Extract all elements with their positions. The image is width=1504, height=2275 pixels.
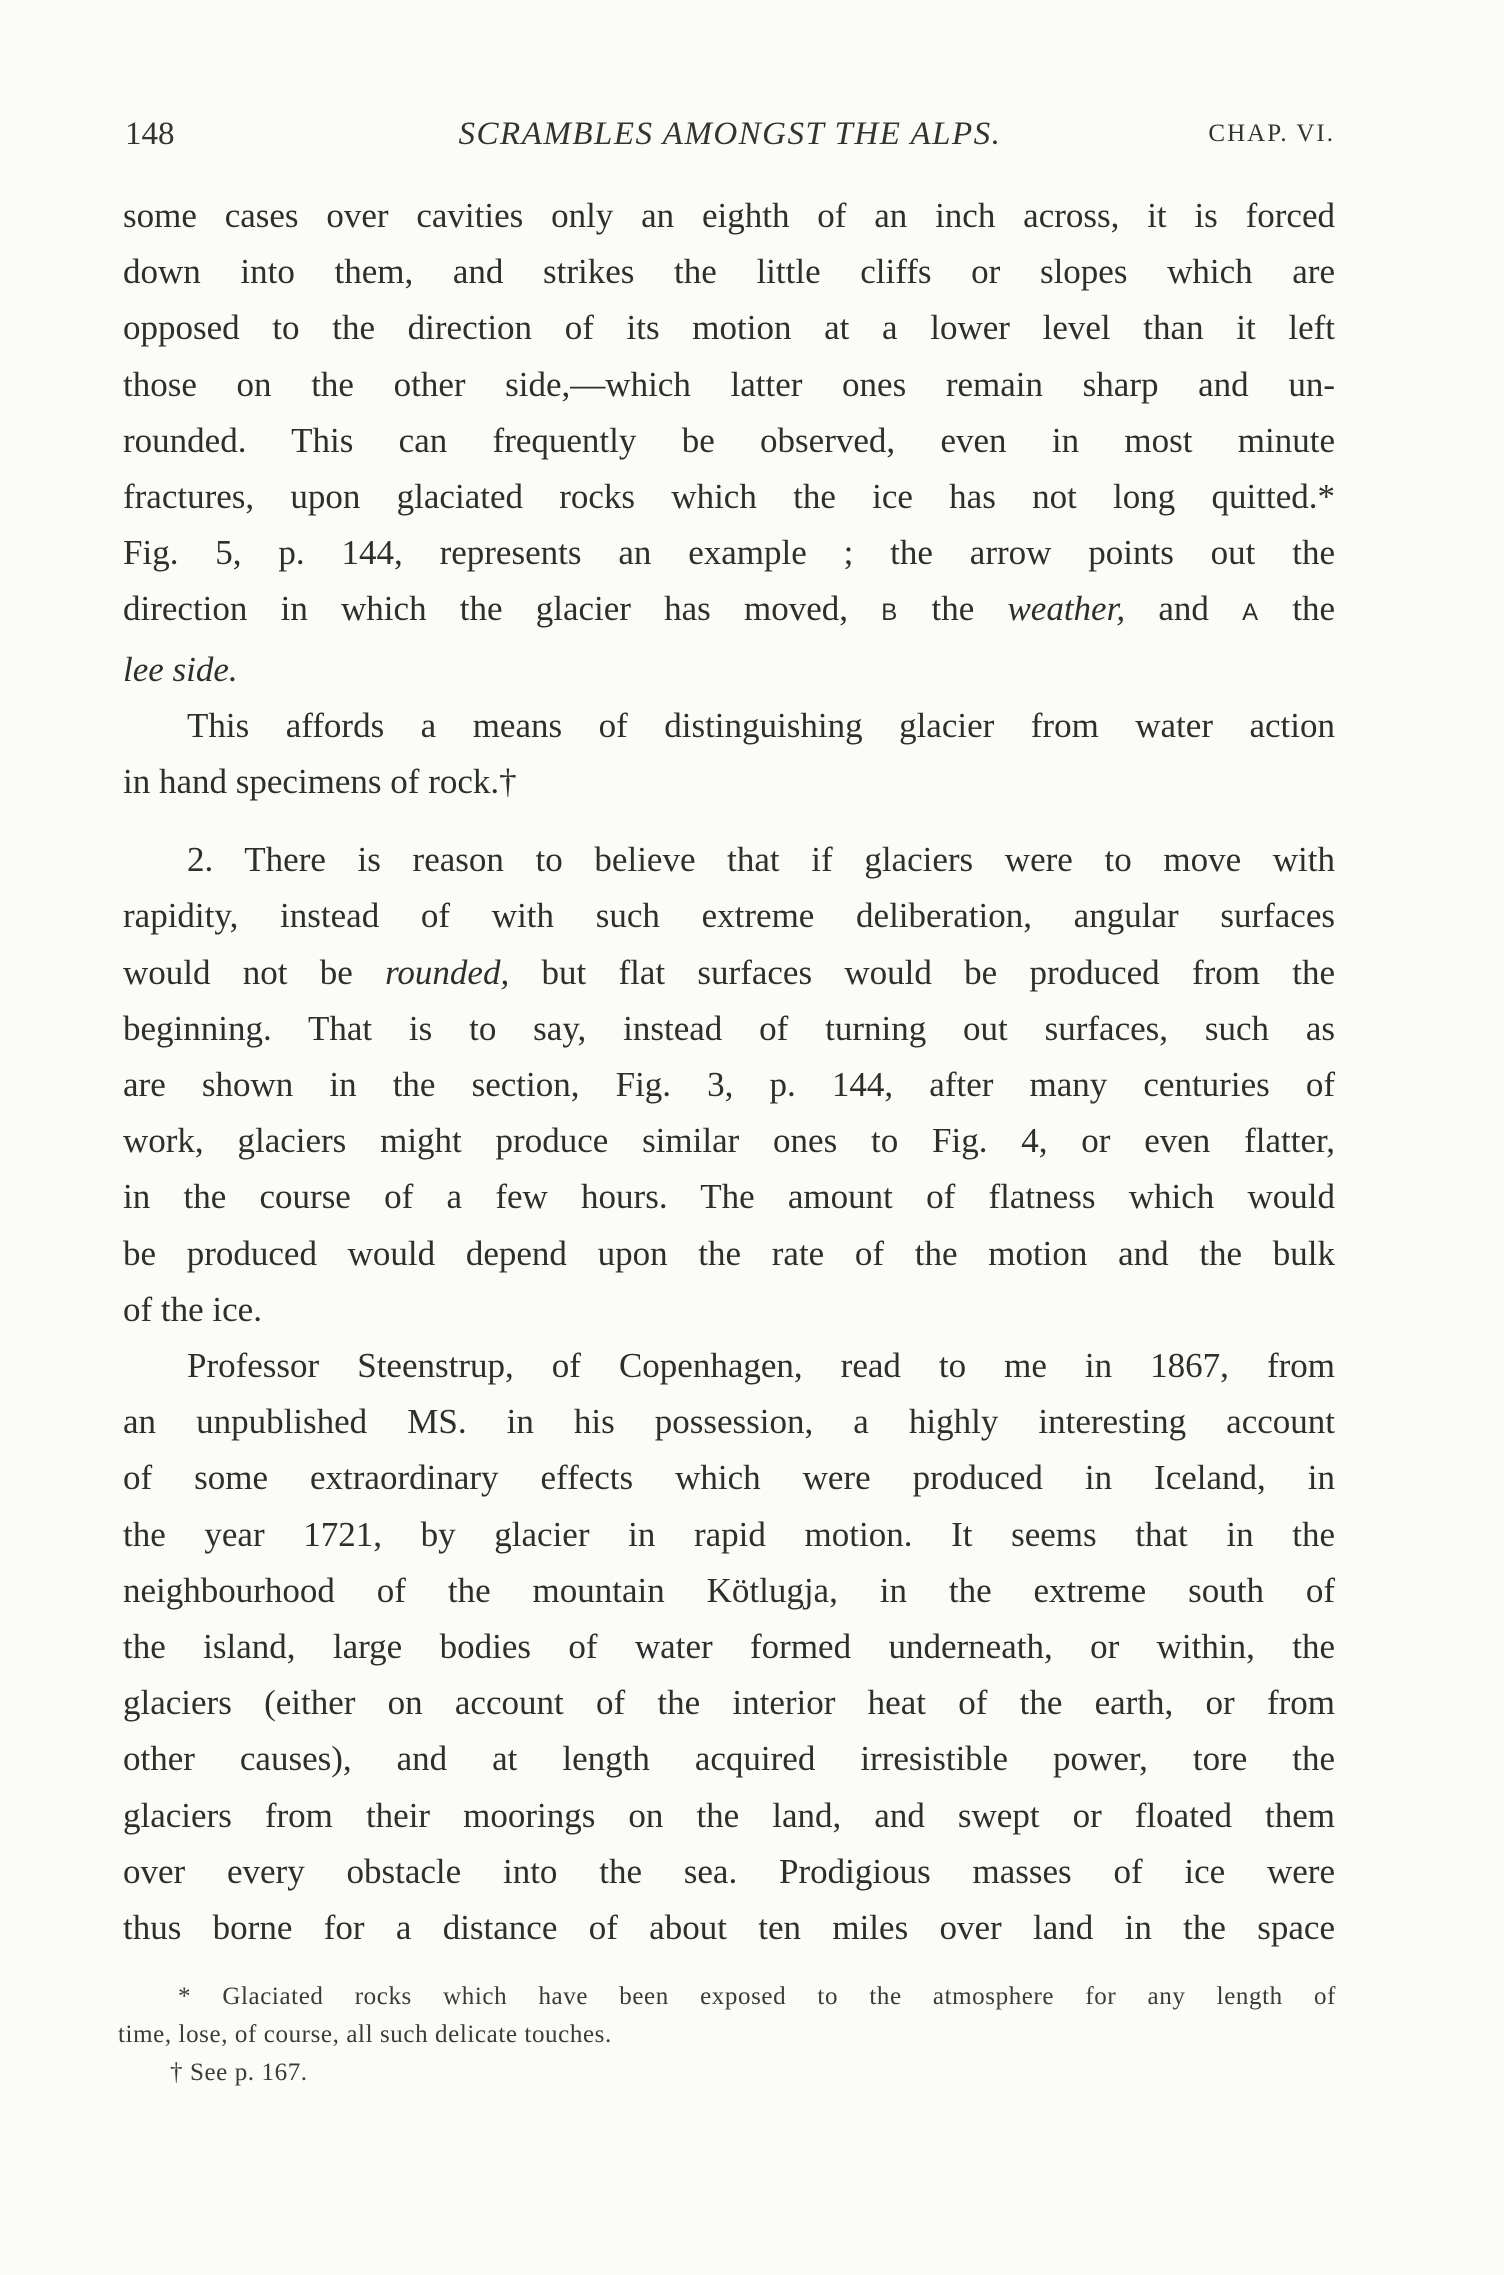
text-line: the island, large bodies of water formed underneath, or within, the (123, 1627, 1335, 1667)
text-line: some cases over cavities only an eighth of an inch across, it is forced (123, 196, 1335, 235)
text-line: over every obstacle into the sea. Prodigious masses of ice were (123, 1851, 1335, 1891)
figure-letter-b: B (881, 599, 899, 627)
text-line: Fig. 5, p. 144, represents an example ; the arrow points out the (123, 533, 1335, 573)
text-fragment: and (1158, 589, 1209, 629)
text-line: thus borne for a distance of about ten miles over land in the space (123, 1908, 1335, 1948)
text-fragment: the (1292, 589, 1336, 629)
running-head (125, 112, 1335, 156)
italic-term-rounded: rounded, (385, 952, 510, 992)
chapter-label: CHAP. VI. (1208, 120, 1335, 147)
text-line: fractures, upon glaciated rocks which the ice has not long quitted.* (123, 477, 1335, 517)
body-text (123, 188, 1335, 1956)
text-line (123, 642, 1335, 698)
footnote-1-continued: time, lose, of course, all such delicate touches. (118, 2021, 612, 2048)
text-fragment: but flat surfaces would be produced from the (541, 952, 1336, 992)
text-line (123, 945, 1335, 1001)
text-line: 2. There is reason to believe that if glaciers were to move with (187, 840, 1335, 880)
italic-term-weather: weather, (1007, 589, 1126, 629)
page-number: 148 (125, 116, 175, 152)
footnote-2: † See p. 167. (170, 2059, 308, 2086)
text-line: beginning. That is to say, instead of turning out surfaces, such as (123, 1008, 1335, 1048)
text-line: the year 1721, by glacier in rapid motion. It seems that in the (123, 1514, 1335, 1554)
text-line: of some extraordinary effects which were produced in Iceland, in (123, 1458, 1335, 1498)
text-line: are shown in the section, Fig. 3, p. 144, after many centuries of (123, 1065, 1335, 1105)
text-line: be produced would depend upon the rate of the motion and the bulk (123, 1233, 1335, 1273)
footnote-1: * Glaciated rocks which have been exposed to the atmosphere for any length of (178, 1983, 1336, 2010)
text-line: in hand specimens of rock.† (123, 762, 517, 802)
text-line: glaciers (either on account of the interior heat of the earth, or from (123, 1683, 1335, 1723)
text-line: rapidity, instead of with such extreme deliberation, angular surfaces (123, 896, 1335, 936)
text-line: This affords a means of distinguishing glacier from water action (187, 705, 1335, 745)
italic-term-lee-side: lee side. (123, 649, 238, 689)
text-fragment: would not be (123, 952, 353, 992)
text-line: down into them, and strikes the little cliffs or slopes which are (123, 252, 1335, 292)
text-line: an unpublished MS. in his possession, a highly interesting account (123, 1402, 1335, 1442)
text-line: other causes), and at length acquired irresistible power, tore the (123, 1739, 1335, 1779)
text-line: of the ice. (123, 1289, 262, 1329)
text-line: neighbourhood of the mountain Kötlugja, in the extreme south of (123, 1570, 1335, 1610)
text-line: rounded. This can frequently be observed, even in most minute (123, 420, 1335, 460)
text-line: those on the other side,—which latter ones remain sharp and un- (123, 364, 1335, 404)
text-fragment: the (931, 589, 975, 629)
figure-letter-a: A (1242, 599, 1260, 627)
text-line: glaciers from their moorings on the land, and swept or floated them (123, 1795, 1335, 1835)
text-line (123, 581, 1335, 641)
text-fragment: direction in which the glacier has moved, (123, 589, 849, 629)
text-line: opposed to the direction of its motion at a lower level than it left (123, 308, 1335, 348)
text-line: work, glaciers might produce similar ones to Fig. 4, or even flatter, (123, 1121, 1335, 1161)
text-line: Professor Steenstrup, of Copenhagen, read to me in 1867, from (187, 1346, 1335, 1386)
footnotes (118, 1978, 1336, 2092)
running-title: SCRAMBLES AMONGST THE ALPS. (458, 116, 1002, 152)
text-line: in the course of a few hours. The amount of flatness which would (123, 1177, 1335, 1217)
